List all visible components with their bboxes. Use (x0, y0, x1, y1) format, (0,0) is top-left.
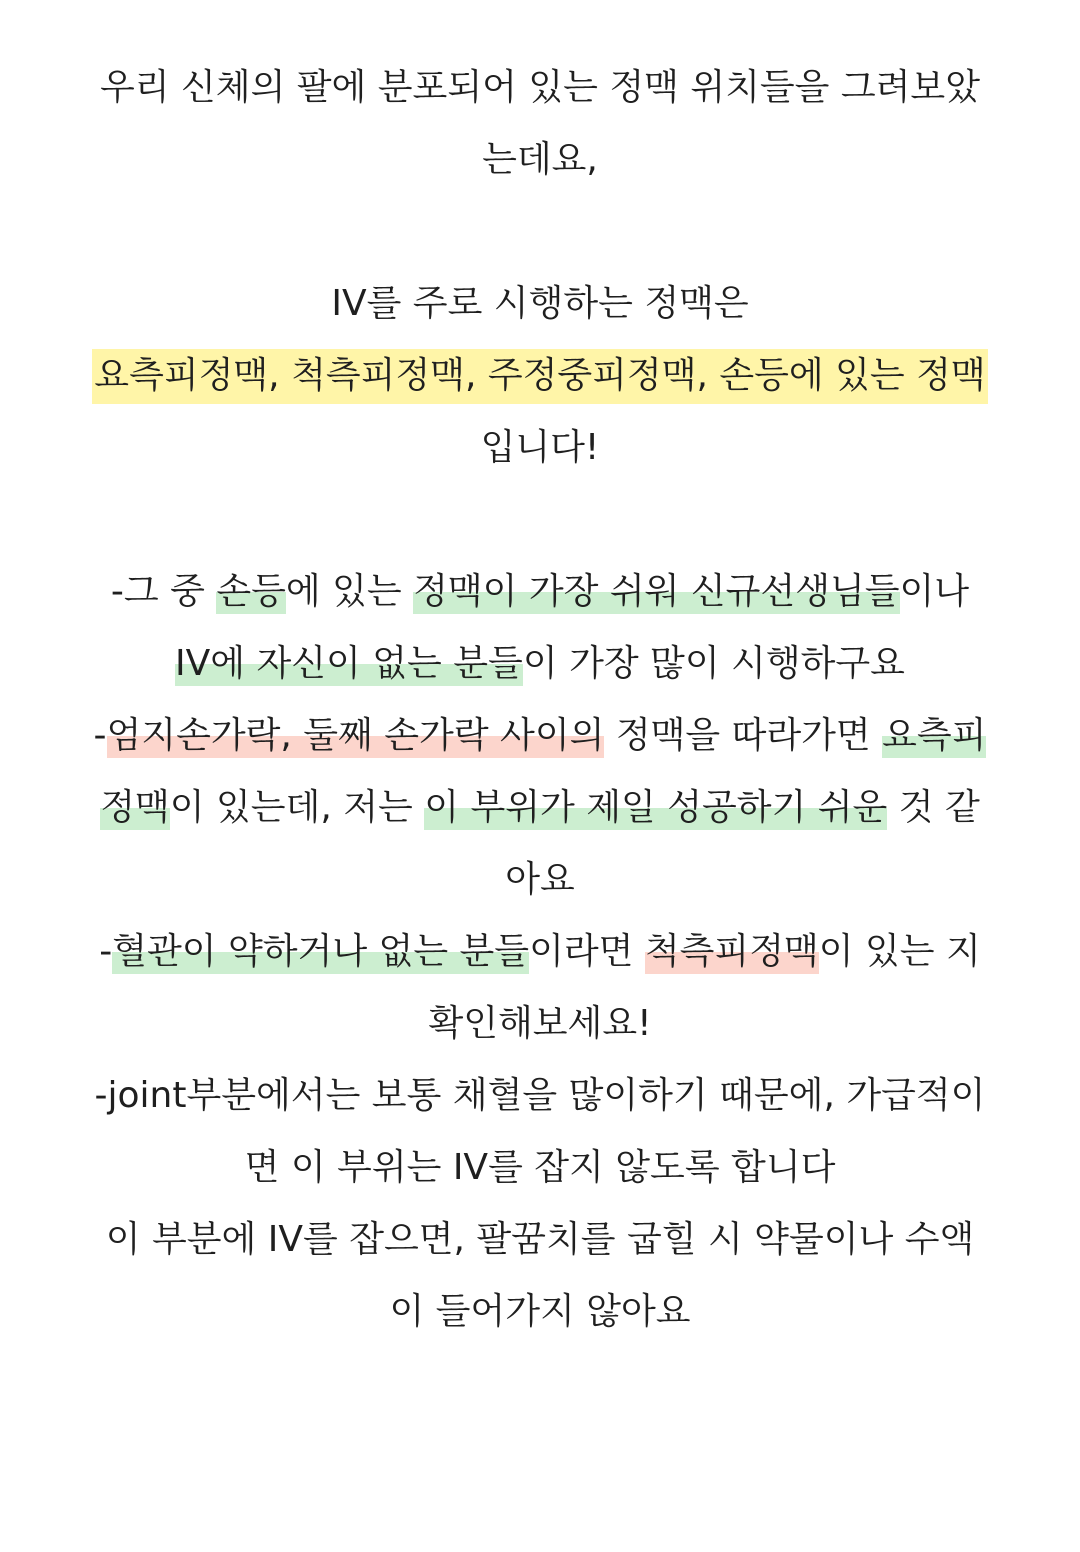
text-segment: 정맥을 따라가면 (604, 715, 883, 756)
iv-veins-end: 입니다! (480, 427, 600, 468)
bullet-3-line-1 (56, 916, 1024, 988)
highlight-not-confident: IV에 자신이 없는 분들 (175, 643, 523, 684)
text-segment: 이라면 (529, 931, 645, 972)
intro-line-1: 우리 신체의 팔에 분포되어 있는 정맥 위치들을 그려보았 (100, 67, 980, 108)
text-segment: 에 있는 (285, 571, 414, 612)
iv-veins-list-highlight: 요측피정맥, 척측피정맥, 주정중피정맥, 손등에 있는 정맥 (92, 349, 987, 404)
highlight-easy-vein: 정맥이 가장 쉬워 신규선생님들 (413, 571, 900, 612)
intro-line-2: 는데요, (482, 139, 598, 180)
bullet-3-line-2: 확인해보세요! (428, 1003, 652, 1044)
highlight-thumb-index: 엄지손가락, 둘째 손가락 사이의 (106, 715, 605, 756)
highlight-hand-back: 손등 (216, 571, 286, 612)
text-segment: 것 같 (887, 787, 980, 828)
bullet-4-line-4: 이 들어가지 않아요 (389, 1291, 691, 1332)
iv-veins-list-line (56, 340, 1024, 412)
bullet-2-line-2 (56, 772, 1024, 844)
bullet-2-line-3: 아요 (505, 859, 575, 900)
bullet-4-line-1: -joint부분에서는 보통 채혈을 많이하기 때문에, 가급적이 (94, 1075, 986, 1116)
highlight-basilic: 척측피정맥 (644, 931, 819, 972)
bullet-4-line-2: 면 이 부위는 IV를 잡지 않도록 합니다 (244, 1147, 836, 1188)
text-segment: 이 가장 많이 시행하구요 (522, 643, 905, 684)
highlight-cephalic-2: 정맥 (100, 787, 170, 828)
text-segment: 이나 (899, 571, 970, 612)
bullet-4-line-3: 이 부분에 IV를 잡으면, 팔꿈치를 굽힐 시 약물이나 수액 (105, 1219, 975, 1260)
text-segment: 이 있는 지 (818, 931, 981, 972)
highlight-weak-vessels: 혈관이 약하거나 없는 분들 (112, 931, 530, 972)
text-segment: 이 있는데, 저는 (169, 787, 425, 828)
spacer (56, 196, 1024, 268)
text-segment: -그 중 (110, 571, 217, 612)
highlight-cephalic-1: 요측피 (882, 715, 987, 756)
text-segment: - (93, 715, 107, 756)
bullet-2-line-1 (56, 700, 1024, 772)
iv-veins-intro: IV를 주로 시행하는 정맥은 (331, 283, 749, 324)
bullet-1-line-1 (56, 556, 1024, 628)
text-segment: - (99, 931, 113, 972)
spacer (56, 484, 1024, 556)
bullet-1-line-2 (56, 628, 1024, 700)
highlight-easiest-site: 이 부위가 제일 성공하기 쉬운 (424, 787, 888, 828)
